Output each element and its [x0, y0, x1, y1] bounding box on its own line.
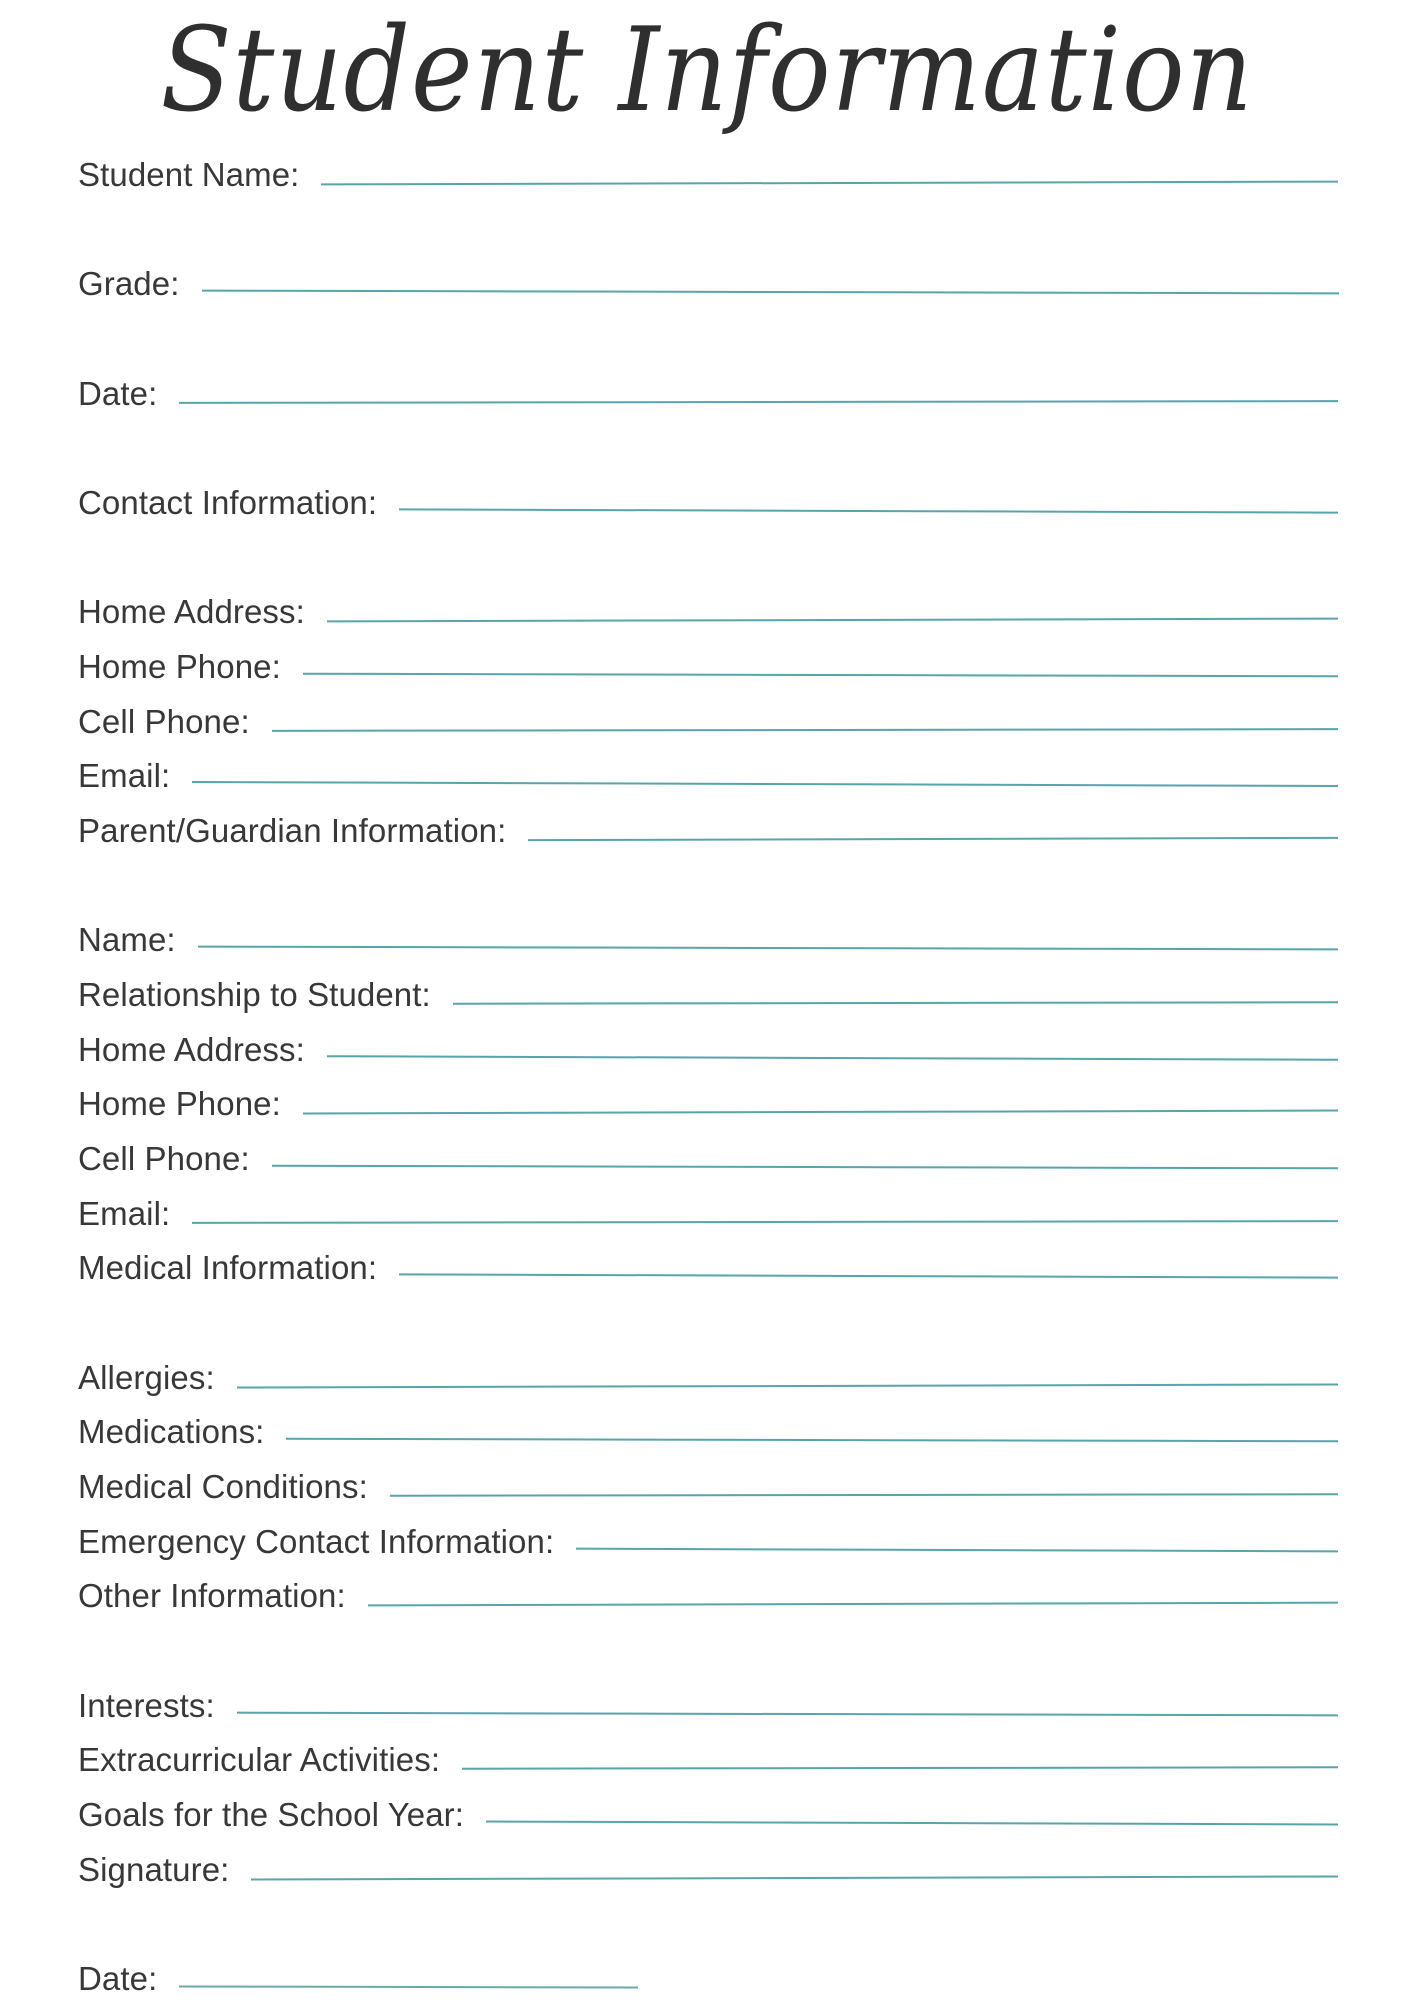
form-row-parent-guardian-information[interactable]	[78, 804, 1338, 852]
form-row-extracurricular-activities[interactable]	[78, 1733, 1338, 1781]
field-label-student-home-address: Home Address:	[78, 593, 305, 631]
form-row-grade[interactable]	[78, 257, 1338, 305]
field-input-parent-email[interactable]	[192, 1187, 1338, 1225]
field-label-student-name: Student Name:	[78, 156, 300, 193]
field-input-medications[interactable]	[286, 1405, 1338, 1443]
form-row-parent-cell-phone[interactable]	[78, 1132, 1338, 1180]
field-input-medical-information[interactable]	[399, 1241, 1338, 1279]
field-input-date-top[interactable]	[179, 367, 1338, 405]
field-input-student-home-address[interactable]	[327, 585, 1338, 623]
form-row-student-email[interactable]	[78, 749, 1338, 797]
field-label-other-information: Other Information:	[78, 1577, 346, 1615]
field-input-relationship-to-student[interactable]	[453, 968, 1338, 1006]
field-label-medical-information: Medical Information:	[78, 1249, 378, 1287]
field-label-student-home-phone: Home Phone:	[78, 648, 281, 685]
field-label-signature: Signature:	[78, 1850, 230, 1888]
field-label-grade: Grade:	[78, 265, 180, 303]
form-row-parent-name[interactable]	[78, 913, 1338, 961]
field-input-student-cell-phone[interactable]	[272, 695, 1338, 733]
form-row-parent-home-phone[interactable]	[78, 1077, 1338, 1125]
form-row-parent-home-address[interactable]	[78, 1023, 1338, 1071]
form-row-student-cell-phone[interactable]	[78, 695, 1338, 743]
form-row-student-home-address[interactable]	[78, 585, 1338, 633]
form-row-student-name[interactable]	[78, 148, 1338, 196]
field-input-parent-guardian-information[interactable]	[528, 804, 1338, 842]
form-row-relationship-to-student[interactable]	[78, 968, 1338, 1016]
form-row-medical-information[interactable]	[78, 1241, 1338, 1289]
field-input-student-name[interactable]	[321, 148, 1338, 186]
field-input-grade[interactable]	[202, 257, 1339, 295]
field-label-date-top: Date:	[78, 374, 158, 412]
field-input-contact-information[interactable]	[399, 476, 1338, 514]
form-row-allergies[interactable]	[78, 1351, 1338, 1399]
field-input-student-home-phone[interactable]	[303, 640, 1338, 678]
field-label-date-bottom: Date:	[78, 1960, 158, 1997]
field-label-extracurricular-activities: Extracurricular Activities:	[78, 1741, 441, 1779]
form-row-medications[interactable]	[78, 1405, 1338, 1453]
field-label-parent-home-phone: Home Phone:	[78, 1085, 281, 1123]
field-input-student-email[interactable]	[192, 749, 1338, 787]
field-input-other-information[interactable]	[368, 1569, 1338, 1607]
field-input-parent-home-address[interactable]	[327, 1023, 1338, 1061]
form-row-contact-information[interactable]	[78, 476, 1338, 524]
field-input-extracurricular-activities[interactable]	[462, 1733, 1338, 1771]
form-row-signature[interactable]	[78, 1843, 1338, 1891]
field-label-medications: Medications:	[78, 1413, 265, 1451]
form-row-other-information[interactable]	[78, 1569, 1338, 1617]
form-row-interests[interactable]	[78, 1679, 1338, 1727]
field-input-date-bottom[interactable]	[179, 1952, 638, 1990]
field-input-signature[interactable]	[251, 1843, 1338, 1881]
field-input-medical-conditions[interactable]	[390, 1460, 1338, 1498]
field-input-emergency-contact-information[interactable]	[576, 1515, 1338, 1553]
field-label-parent-guardian-information: Parent/Guardian Information:	[78, 812, 507, 849]
field-input-parent-name[interactable]	[198, 913, 1338, 951]
form-row-goals-for-the-school-year[interactable]	[78, 1788, 1338, 1836]
field-input-parent-cell-phone[interactable]	[272, 1132, 1338, 1170]
field-input-allergies[interactable]	[237, 1351, 1338, 1389]
field-label-parent-name: Name:	[78, 921, 176, 959]
form-row-date-top[interactable]	[78, 367, 1338, 415]
field-label-parent-home-address: Home Address:	[78, 1030, 305, 1068]
field-label-emergency-contact-information: Emergency Contact Information:	[78, 1522, 555, 1560]
form-row-emergency-contact-information[interactable]	[78, 1515, 1338, 1563]
field-label-parent-email: Email:	[78, 1194, 171, 1232]
field-label-parent-cell-phone: Cell Phone:	[78, 1140, 250, 1177]
form-row-parent-email[interactable]	[78, 1187, 1338, 1235]
field-label-interests: Interests:	[78, 1686, 215, 1724]
field-label-medical-conditions: Medical Conditions:	[78, 1468, 368, 1505]
field-input-goals-for-the-school-year[interactable]	[486, 1788, 1338, 1826]
field-label-allergies: Allergies:	[78, 1358, 215, 1396]
form-row-medical-conditions[interactable]	[78, 1460, 1338, 1508]
field-label-student-cell-phone: Cell Phone:	[78, 702, 250, 740]
field-label-contact-information: Contact Information:	[78, 484, 378, 521]
field-label-relationship-to-student: Relationship to Student:	[78, 976, 431, 1013]
field-label-goals-for-the-school-year: Goals for the School Year:	[78, 1796, 465, 1833]
field-input-interests[interactable]	[237, 1679, 1338, 1717]
field-label-student-email: Email:	[78, 757, 171, 795]
field-input-parent-home-phone[interactable]	[303, 1077, 1338, 1115]
page-title: Student Information	[160, 1, 1254, 139]
form-row-student-home-phone[interactable]	[78, 640, 1338, 688]
form-row-date-bottom[interactable]	[78, 1952, 638, 2000]
